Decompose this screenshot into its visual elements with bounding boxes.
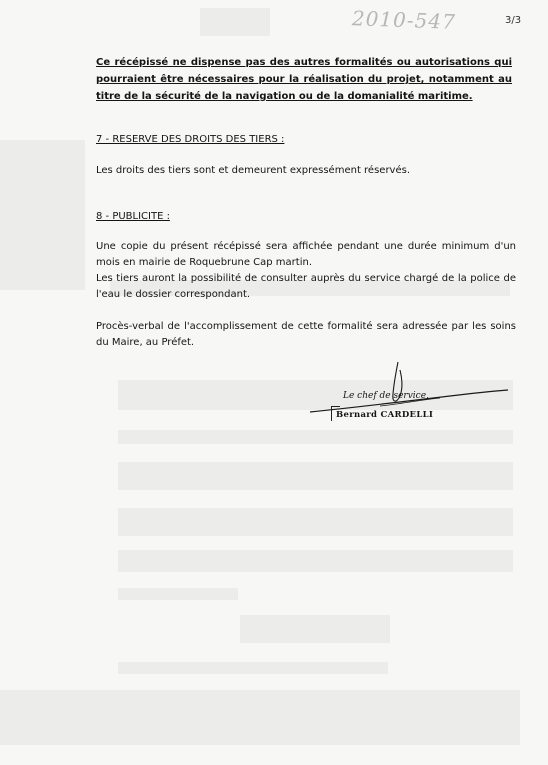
bleed-through-line	[118, 508, 513, 536]
signatory-title: Le chef de service,	[343, 391, 429, 401]
bleed-through-line	[118, 588, 238, 600]
bleed-through-margin	[0, 140, 85, 290]
bleed-through-line	[118, 462, 513, 490]
paragraph: Une copie du présent récépissé sera affichée pendant une durée minimum d'un mois en mairie de Roquebrune Cap martin.	[96, 241, 516, 268]
bleed-through-logo	[200, 8, 270, 36]
section-body-reserve-droits	[96, 163, 516, 179]
bleed-through-line	[240, 615, 390, 643]
paragraph: Les tiers auront la possibilité de consulter auprès du service chargé de la police de l'eau le dossier correspondant.	[96, 273, 516, 300]
intro-notice: Ce récépissé ne dispense pas des autres formalités ou autorisations qui pourraient être nécessaires pour la réalisation du projet, notamment au titre de la sécurité de la navigation ou de la domanialité maritime.	[96, 57, 512, 102]
section-heading-publicite: 8 - PUBLICITE :	[96, 211, 170, 222]
paragraph: Procès-verbal de l'accomplissement de cette formalité sera adressée par les soins du Maire, au Préfet.	[96, 321, 516, 348]
bleed-through-line	[118, 662, 388, 674]
bleed-through-line	[118, 430, 513, 444]
section-body-publicite	[96, 239, 516, 351]
paragraph: Les droits des tiers sont et demeurent expressément réservés.	[96, 165, 411, 176]
bleed-through-line	[118, 550, 513, 572]
bleed-through-line	[0, 690, 520, 745]
signatory-name: Bernard CARDELLI	[336, 410, 434, 420]
handwritten-reference: 2010-547	[351, 6, 457, 34]
section-heading-reserve-droits: 7 - RESERVE DES DROITS DES TIERS :	[96, 134, 285, 145]
page-number: 3/3	[505, 15, 522, 26]
